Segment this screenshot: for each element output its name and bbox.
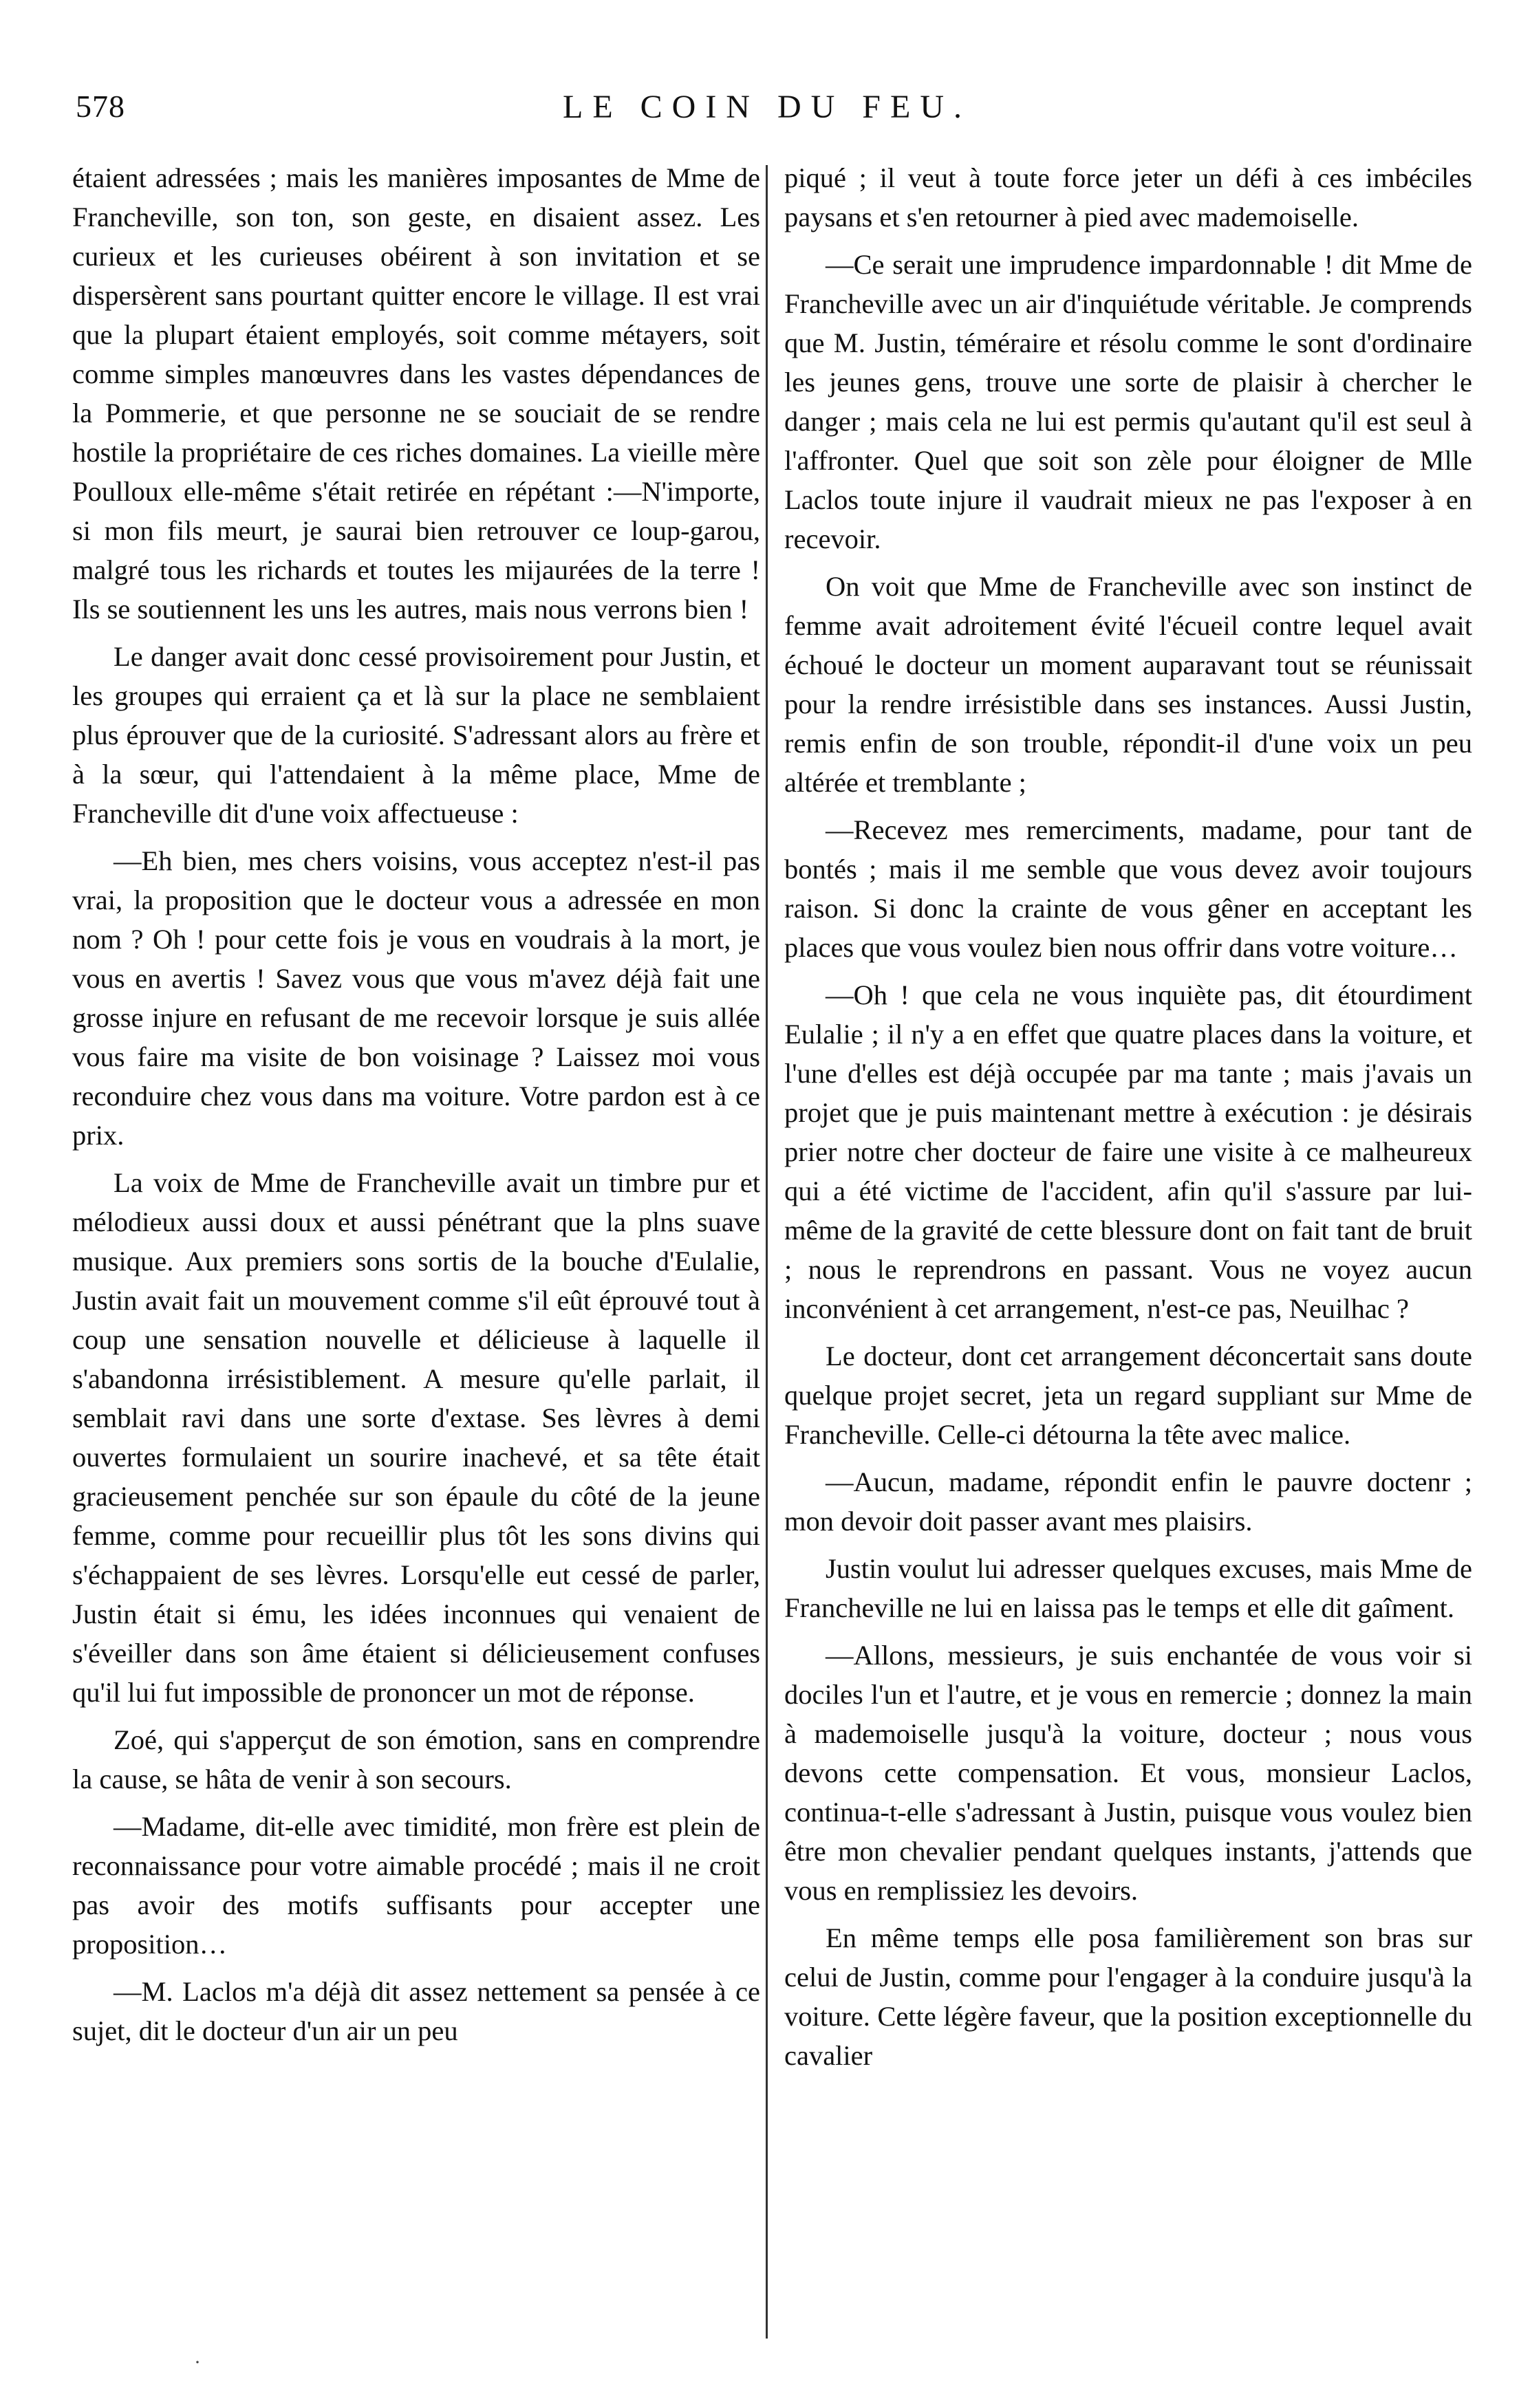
paragraph: —Allons, messieurs, je suis enchantée de vous voir si dociles l'un et l'autre, et je vous en remercie ; donnez la main à mademoiselle jusqu'à la voiture, docteur ; nous vous devons cette compensation. Et vous, monsieur Laclos, continua-t-elle s'adressant à Justin, puisque vous voulez bien être mon chevalier pendant quelques instants, j'attends que vous en remplissiez les devoirs. — [784, 1640, 1472, 1906]
paragraph: piqué ; il veut à toute force jeter un défi à ces imbéciles paysans et s'en retourner à pied avec mademoiselle. — [784, 162, 1472, 232]
paragraph: Le docteur, dont cet arrangement déconcertait sans doute quelque projet secret, jeta un regard suppliant sur Mme de Francheville. Celle-ci détourna la tête avec malice. — [784, 1341, 1472, 1450]
page-number: 578 — [76, 89, 125, 124]
paragraph: Justin voulut lui adresser quelques excuses, mais Mme de Francheville ne lui en laissa pas le temps et elle dit gaîment. — [784, 1553, 1472, 1623]
paragraph: —Ce serait une imprudence impardonnable ! dit Mme de Francheville avec un air d'inquiétude véritable. Je comprends que M. Justin, téméraire et résolu comme le sont d'ordinaire les jeunes gens, trouve une sorte de plaisir à chercher le danger ; mais cela ne lui est permis qu'autant qu'il est seul à l'affronter. Quel que soit son zèle pour éloigner de Mlle Laclos toute injure il vaudrait mieux ne pas l'exposer à en recevoir. — [784, 249, 1472, 554]
paragraph: Zoé, qui s'apperçut de son émotion, sans en comprendre la cause, se hâta de venir à son secours. — [72, 1724, 760, 1794]
running-title: LE COIN DU FEU. — [563, 89, 971, 125]
right-column — [784, 158, 1472, 2359]
paragraph: En même temps elle posa familièrement son bras sur celui de Justin, comme pour l'engager à la conduire jusqu'à la voiture. Cette légère faveur, que la position exceptionnelle du cavalier — [784, 1922, 1472, 2071]
paragraph: —Madame, dit-elle avec timidité, mon frère est plein de reconnaissance pour votre aimable procédé ; mais il ne croit pas avoir des motifs suffisants pour accepter une proposition… — [72, 1811, 760, 1960]
column-divider — [766, 165, 768, 2339]
page-header — [76, 88, 1458, 136]
paragraph: La voix de Mme de Francheville avait un timbre pur et mélodieux aussi doux et aussi pénétrant que la plns suave musique. Aux premiers sons sortis de la bouche d'Eulalie, Justin avait fait un mouvement comme s'il eût éprouvé tout à coup une sensation nouvelle et délicieuse à laquelle il s'abandonna irrésistiblement. A mesure qu'elle parlait, il semblait ravi dans une sorte d'extase. Ses lèvres à demi ouvertes formulaient un sourire inachevé, et sa tête était gracieusement penchée sur son épaule du côté de la jeune femme, comme pour recueillir plus tôt les sons divins qui s'échappaient de ses lèvres. Lorsqu'elle eut cessé de parler, Justin était si ému, les idées inconnues qui venaient de s'éveiller dans son âme étaient si délicieusement confuses qu'il lui fut impossible de prononcer un mot de réponse. — [72, 1167, 760, 1708]
paragraph: On voit que Mme de Francheville avec son instinct de femme avait adroitement évité l'écueil contre lequel avait échoué le docteur un moment auparavant tout se réunissait pour la rendre irrésistible dans ses instances. Aussi Justin, remis enfin de son trouble, répondit-il d'une voix un peu altérée et tremblante ; — [784, 571, 1472, 798]
paragraph: —Aucun, madame, répondit enfin le pauvre doctenr ; mon devoir doit passer avant mes plaisirs. — [784, 1466, 1472, 1537]
paragraph: étaient adressées ; mais les manières imposantes de Mme de Francheville, son ton, son geste, en disaient assez. Les curieux et les curieuses obéirent à son invitation et se dispersèrent sans pourtant quitter encore le village. Il est vrai que la plupart étaient employés, soit comme métayers, soit comme simples manœuvres dans les vastes dépendances de la Pommerie, et que personne ne se souciait de se rendre hostile la propriétaire de ces riches domaines. La vieille mère Poulloux elle-même s'était retirée en répétant :—N'importe, si mon fils meurt, je saurai bien retrouver ce loup-garou, malgré tous les richards et toutes les mijaurées de la terre ! Ils se soutiennent les uns les autres, mais nous verrons bien ! — [72, 162, 760, 625]
paragraph: —Eh bien, mes chers voisins, vous acceptez n'est-il pas vrai, la proposition que le docteur vous a adressée en mon nom ? Oh ! pour cette fois je vous en voudrais à la mort, je vous en avertis ! Savez vous que vous m'avez déjà fait une grosse injure en refusant de me recevoir lorsque je suis allée vous faire ma visite de bon voisinage ? Laissez moi vous reconduire chez vous dans ma voiture. Votre pardon est à ce prix. — [72, 845, 760, 1151]
paragraph: —Recevez mes remerciments, madame, pour tant de bontés ; mais il me semble que vous devez avoir toujours raison. Si donc la crainte de vous gêner en acceptant les places que vous voulez bien nous offrir dans votre voiture… — [784, 814, 1472, 963]
paragraph: Le danger avait donc cessé provisoirement pour Justin, et les groupes qui erraient ça et là sur la place ne semblaient plus éprouver que de la curiosité. S'adressant alors au frère et à la sœur, qui l'attendaient à la même place, Mme de Francheville dit d'une voix affectueuse : — [72, 641, 760, 829]
ink-speck: · — [194, 2351, 201, 2374]
left-column — [72, 158, 760, 2359]
paragraph: —Oh ! que cela ne vous inquiète pas, dit étourdiment Eulalie ; il n'y a en effet que quatre places dans la voiture, et l'une d'elles est déjà occupée par ma tante ; mais j'avais un projet que je puis maintenant mettre à exécution : je désirais prier notre cher docteur de faire une visite à ce malheureux qui a été victime de l'accident, afin qu'il s'assure par lui-même de la gravité de cette blessure dont on fait tant de bruit ; nous le reprendrons en passant. Vous ne voyez aucun inconvénient à cet arrangement, n'est-ce pas, Neuilhac ? — [784, 979, 1472, 1324]
paragraph: —M. Laclos m'a déjà dit assez nettement sa pensée à ce sujet, dit le docteur d'un air un peu — [72, 1976, 760, 2046]
